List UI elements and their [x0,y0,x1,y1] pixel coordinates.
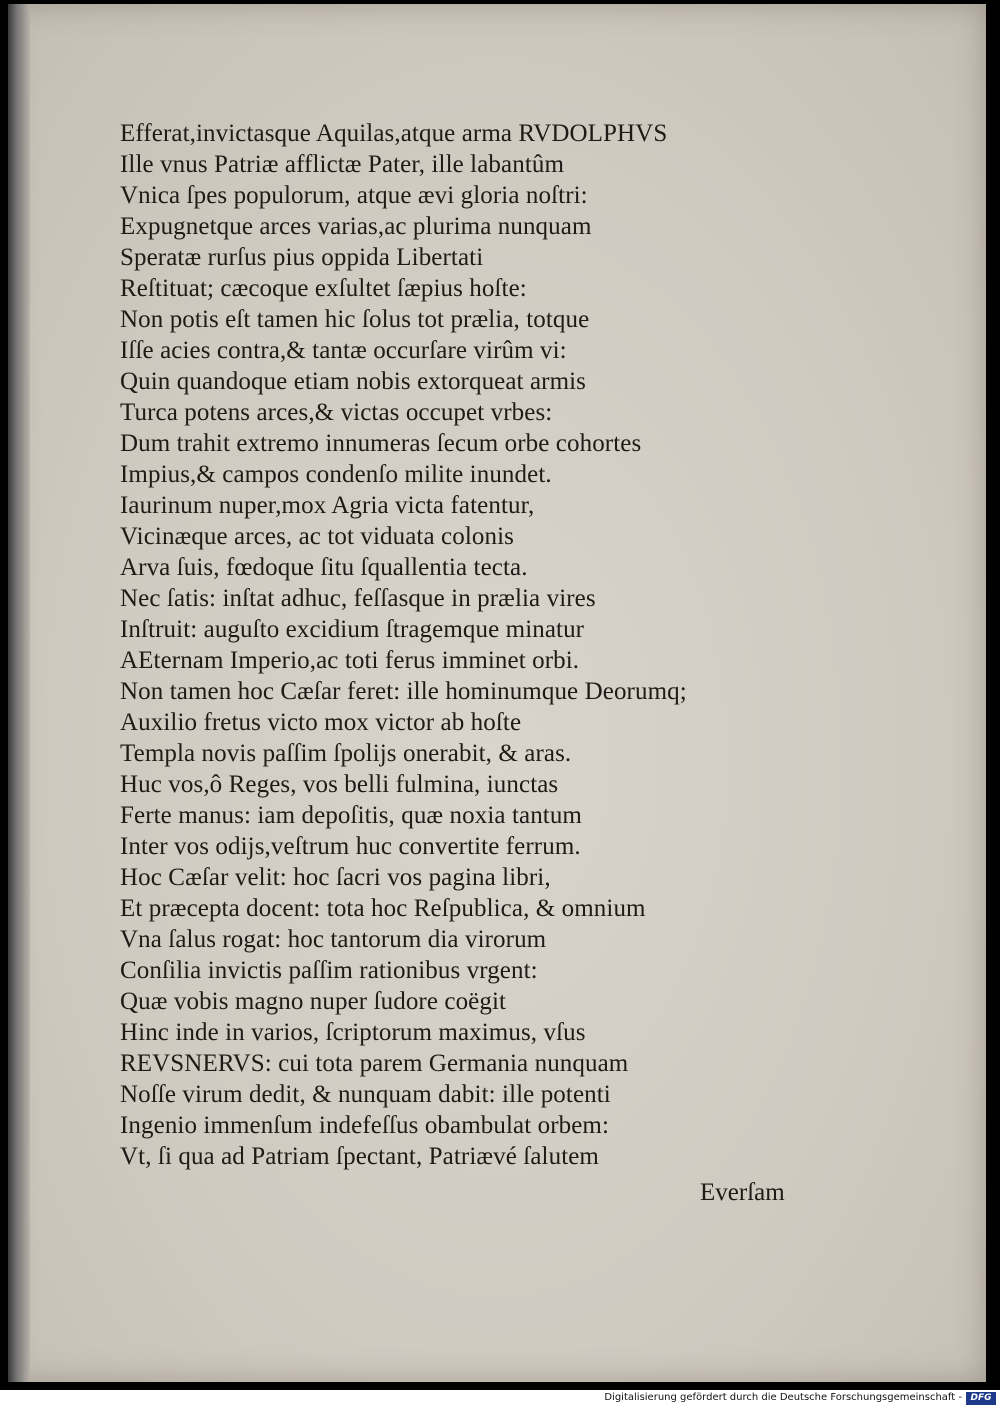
verse-line: REVSNERVS: cui tota parem Germania nunquam [120,1050,629,1077]
verse-line: Quæ vobis magno nuper ſudore coëgit [120,988,507,1015]
verse-line: Et præcepta docent: tota hoc Reſpublica, & omnium [120,895,646,922]
dfg-logo: DFG [966,1392,996,1405]
funding-credit: Digitalisierung gefördert durch die Deutsche Forschungsgemeinschaft - [604,1392,962,1403]
verse-line: Vnica ſpes populorum, atque ævi gloria noſtri: [120,182,588,209]
verse-line: Noſſe virum dedit, & nunquam dabit: ille potenti [120,1081,611,1108]
book-page [8,4,986,1382]
verse-line: Vicinæque arces, ac tot viduata colonis [120,523,514,550]
verse-line: Non tamen hoc Cæſar feret: ille hominumque Deorumq; [120,678,687,705]
verse-line: Speratæ rurſus pius oppida Libertati [120,244,484,271]
verse-line: Quin quandoque etiam nobis extorqueat armis [120,368,586,395]
verse-line: Reſtituat; cæcoque exſultet ſæpius hoſte: [120,275,527,302]
verse-line: Huc vos,ô Reges, vos belli fulmina, iunctas [120,771,559,798]
verse-line: Vna ſalus rogat: hoc tantorum dia virorum [120,926,547,953]
verse-line: Expugnetque arces varias,ac plurima nunquam [120,213,592,240]
verse-line: Arva ſuis, fœdoque ſitu ſquallentia tecta. [120,554,528,581]
verse-line: Impius,& campos condenſo milite inundet. [120,461,552,488]
verse-line: Ille vnus Patriæ afflictæ Pater, ille labantûm [120,151,565,178]
verse-line: Inter vos odijs,veſtrum huc convertite ferrum. [120,833,581,860]
page-gutter [8,4,30,1382]
verse-line: Efferat,invictasque Aquilas,atque arma RVDOLPHVS [120,120,668,147]
verse-line: Auxilio fretus victo mox victor ab hoſte [120,709,522,736]
verse-line: Ingenio immenſum indefeſſus obambulat orbem: [120,1112,610,1139]
verse-line: Hinc inde in varios, ſcriptorum maximus, vſus [120,1019,586,1046]
verse-line: Nec ſatis: inſtat adhuc, feſſasque in prælia vires [120,585,596,612]
footer-bar [0,1390,1000,1408]
poem-text [120,118,810,1172]
verse-line: Conſilia invictis paſſim rationibus vrgent: [120,957,538,984]
verse-line: Non potis eſt tamen hic ſolus tot prælia, totque [120,306,590,333]
verse-line: Iaurinum nuper,mox Agria victa fatentur, [120,492,535,519]
verse-line: Turca potens arces,& victas occupet vrbes: [120,399,553,426]
verse-line: Inſtruit: auguſto excidium ſtragemque minatur [120,616,585,643]
verse-line: Ferte manus: iam depoſitis, quæ noxia tantum [120,802,582,829]
verse-line: Templa novis paſſim ſpolijs onerabit, & aras. [120,740,572,767]
catchword: Everſam [700,1179,785,1206]
verse-line: Hoc Cæſar velit: hoc ſacri vos pagina libri, [120,864,551,891]
verse-line: AEternam Imperio,ac toti ferus imminet orbi. [120,647,580,674]
verse-line: Dum trahit extremo innumeras ſecum orbe cohortes [120,430,642,457]
verse-line: Iſſe acies contra,& tantæ occurſare virûm vi: [120,337,567,364]
verse-line: Vt, ſi qua ad Patriam ſpectant, Patriævé ſalutem [120,1143,599,1170]
